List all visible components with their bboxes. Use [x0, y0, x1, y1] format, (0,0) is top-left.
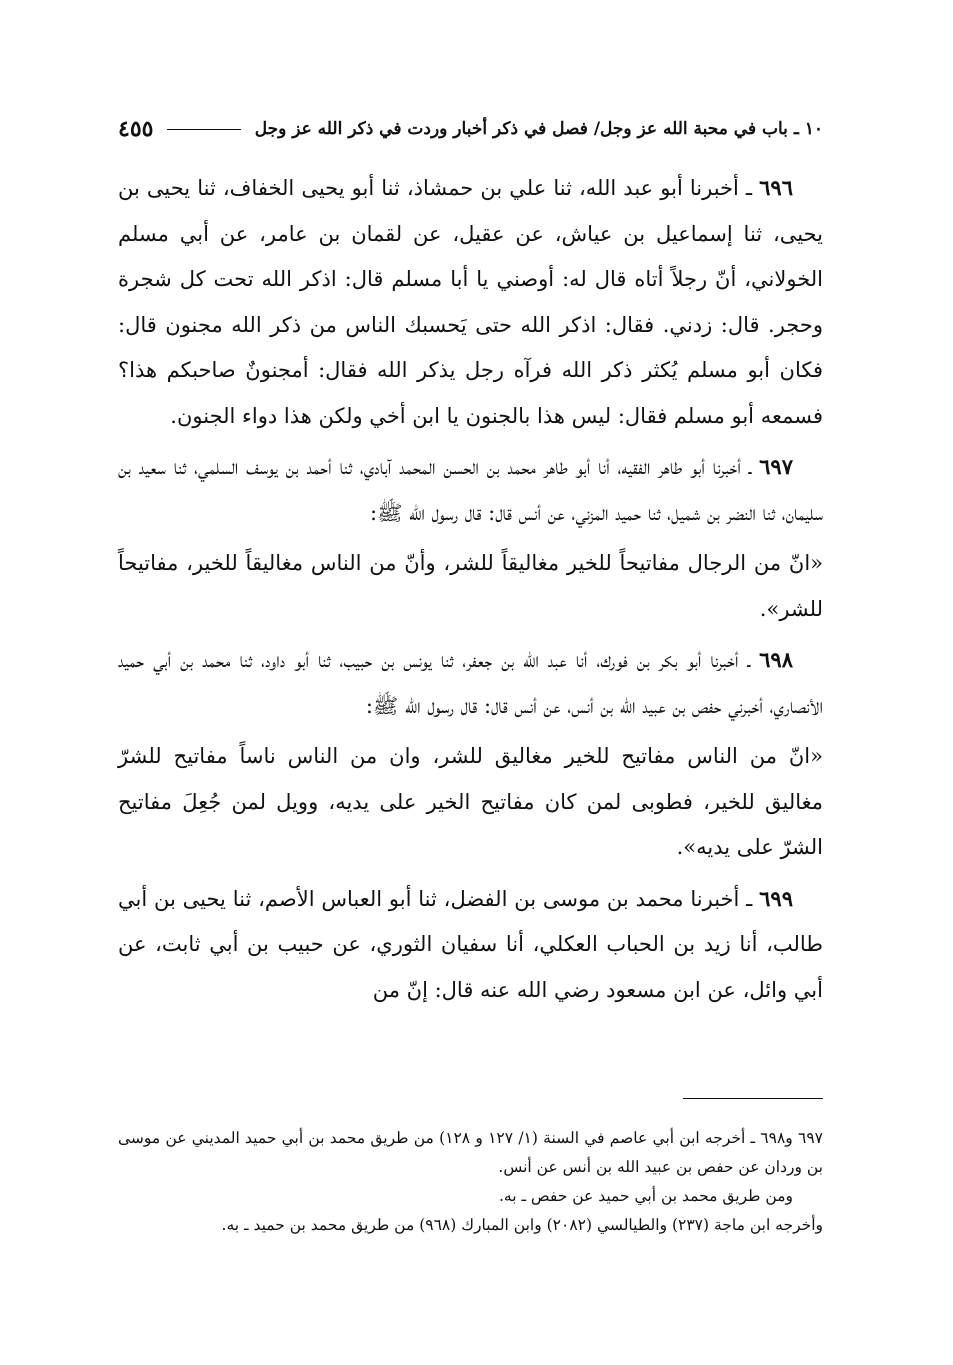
hadith-number: ٦٩٦: [759, 175, 793, 200]
hadith-697: [118, 444, 823, 536]
chapter-title: ١٠ ـ باب في محبة الله عز وجل/ فصل في ذكر أخبار وردت في ذكر الله عز وجل: [254, 119, 823, 139]
main-text: [118, 165, 823, 1018]
footnotes: [118, 1124, 823, 1240]
footnote-1: ٦٩٧ و٦٩٨ ـ أخرجه ابن أبي عاصم في السنة (١/ ١٢٧ و ١٢٨) من طريق محمد بن أبي حميد المديني عن موسى بن وردان عن حفص بن عبيد الله بن أنس عن أنس.: [118, 1129, 823, 1176]
hadith-697-quote: [118, 541, 823, 632]
running-header: [118, 112, 823, 146]
hadith-text: ـ أخبرنا أبو عبد الله، ثنا علي بن حمشاذ، ثنا أبو يحيى الخفاف، ثنا يحيى بن يحيى، ثنا إسماعيل بن عياش، عن عقيل، عن لقمان بن عامر، عن أبي مسلم الخولاني، أنّ رجلاً أتاه قال له: أوصني يا أبا مسلم قال: اذكر الله تحت كل شجرة وحجر. قال: زدني. فقال: اذكر الله حتى يَحسبك الناس من ذكر الله مجنون قال: فكان أبو مسلم يُكثر ذكر الله فرآه رجل يذكر الله فقال: أمجنونٌ صاحبكم هذا؟ فسمعه أبو مسلم فقال: ليس هذا بالجنون يا ابن أخي ولكن هذا دواء الجنون.: [118, 176, 823, 428]
hadith-number: ٦٩٨: [759, 647, 793, 672]
hadith-696: [118, 165, 823, 439]
hadith-number: ٦٩٧: [759, 454, 793, 479]
page-number: ٤٥٥: [118, 116, 154, 142]
hadith-698-quote: [118, 734, 823, 871]
hadith-text: ـ أخبرنا أبو بكر بن فورك، أنا عبد الله بن جعفر، ثنا يونس بن حبيب، ثنا أبو داود، ثنا محمد بن أبي حميد الأنصاري، أخبرني حفص بن عبيد الله بن أنس، عن أنس قال: قال رسول الله ﷺ:: [118, 648, 823, 718]
quote-text: «انّ من الرجال مفاتيحاً للخير مغاليقاً للشر، وأنّ من الناس مغاليقاً للخير، مفاتيحاً للشر».: [118, 551, 823, 621]
header-rule: [167, 129, 240, 130]
quote-text: «انّ من الناس مفاتيح للخير مغاليق للشر، وان من الناس ناساً مفاتيح للشرّ مغاليق للخير، فطوبى لمن كان مفاتيح الخير على يديه، وويل لمن جُعِلَ مفاتيح الشرّ على يديه».: [118, 744, 823, 859]
footnote-separator: [683, 1098, 823, 1099]
hadith-text: ـ أخبرنا أبو طاهر الفقيه، أنا أبو طاهر محمد بن الحسن المحمد آبادي، ثنا أحمد بن يوسف السلمي، ثنا سعيد بن سليمان، ثنا النضر بن شميل، ثنا حميد المزني، عن أنس قال: قال رسول الله ﷺ:: [118, 455, 823, 525]
hadith-698: [118, 637, 823, 729]
hadith-number: ٦٩٩: [759, 885, 793, 911]
footnote-3: وأخرجه ابن ماجة (٢٣٧) والطيالسي (٢٠٨٢) وابن المبارك (٩٦٨) من طريق محمد بن حميد ـ به.: [221, 1216, 823, 1234]
footnote-2: ومن طريق محمد بن أبي حميد عن حفص ـ به.: [498, 1187, 793, 1205]
hadith-699: [118, 876, 823, 1014]
hadith-text: ـ أخبرنا محمد بن موسى بن الفضل، ثنا أبو العباس الأصم، ثنا يحيى بن أبي طالب، أنا زيد بن الحباب العكلي، أنا سفيان الثوري، عن حبيب بن أبي ثابت، عن أبي وائل، عن ابن مسعود رضي الله عنه قال: إنّ من: [118, 886, 823, 1002]
